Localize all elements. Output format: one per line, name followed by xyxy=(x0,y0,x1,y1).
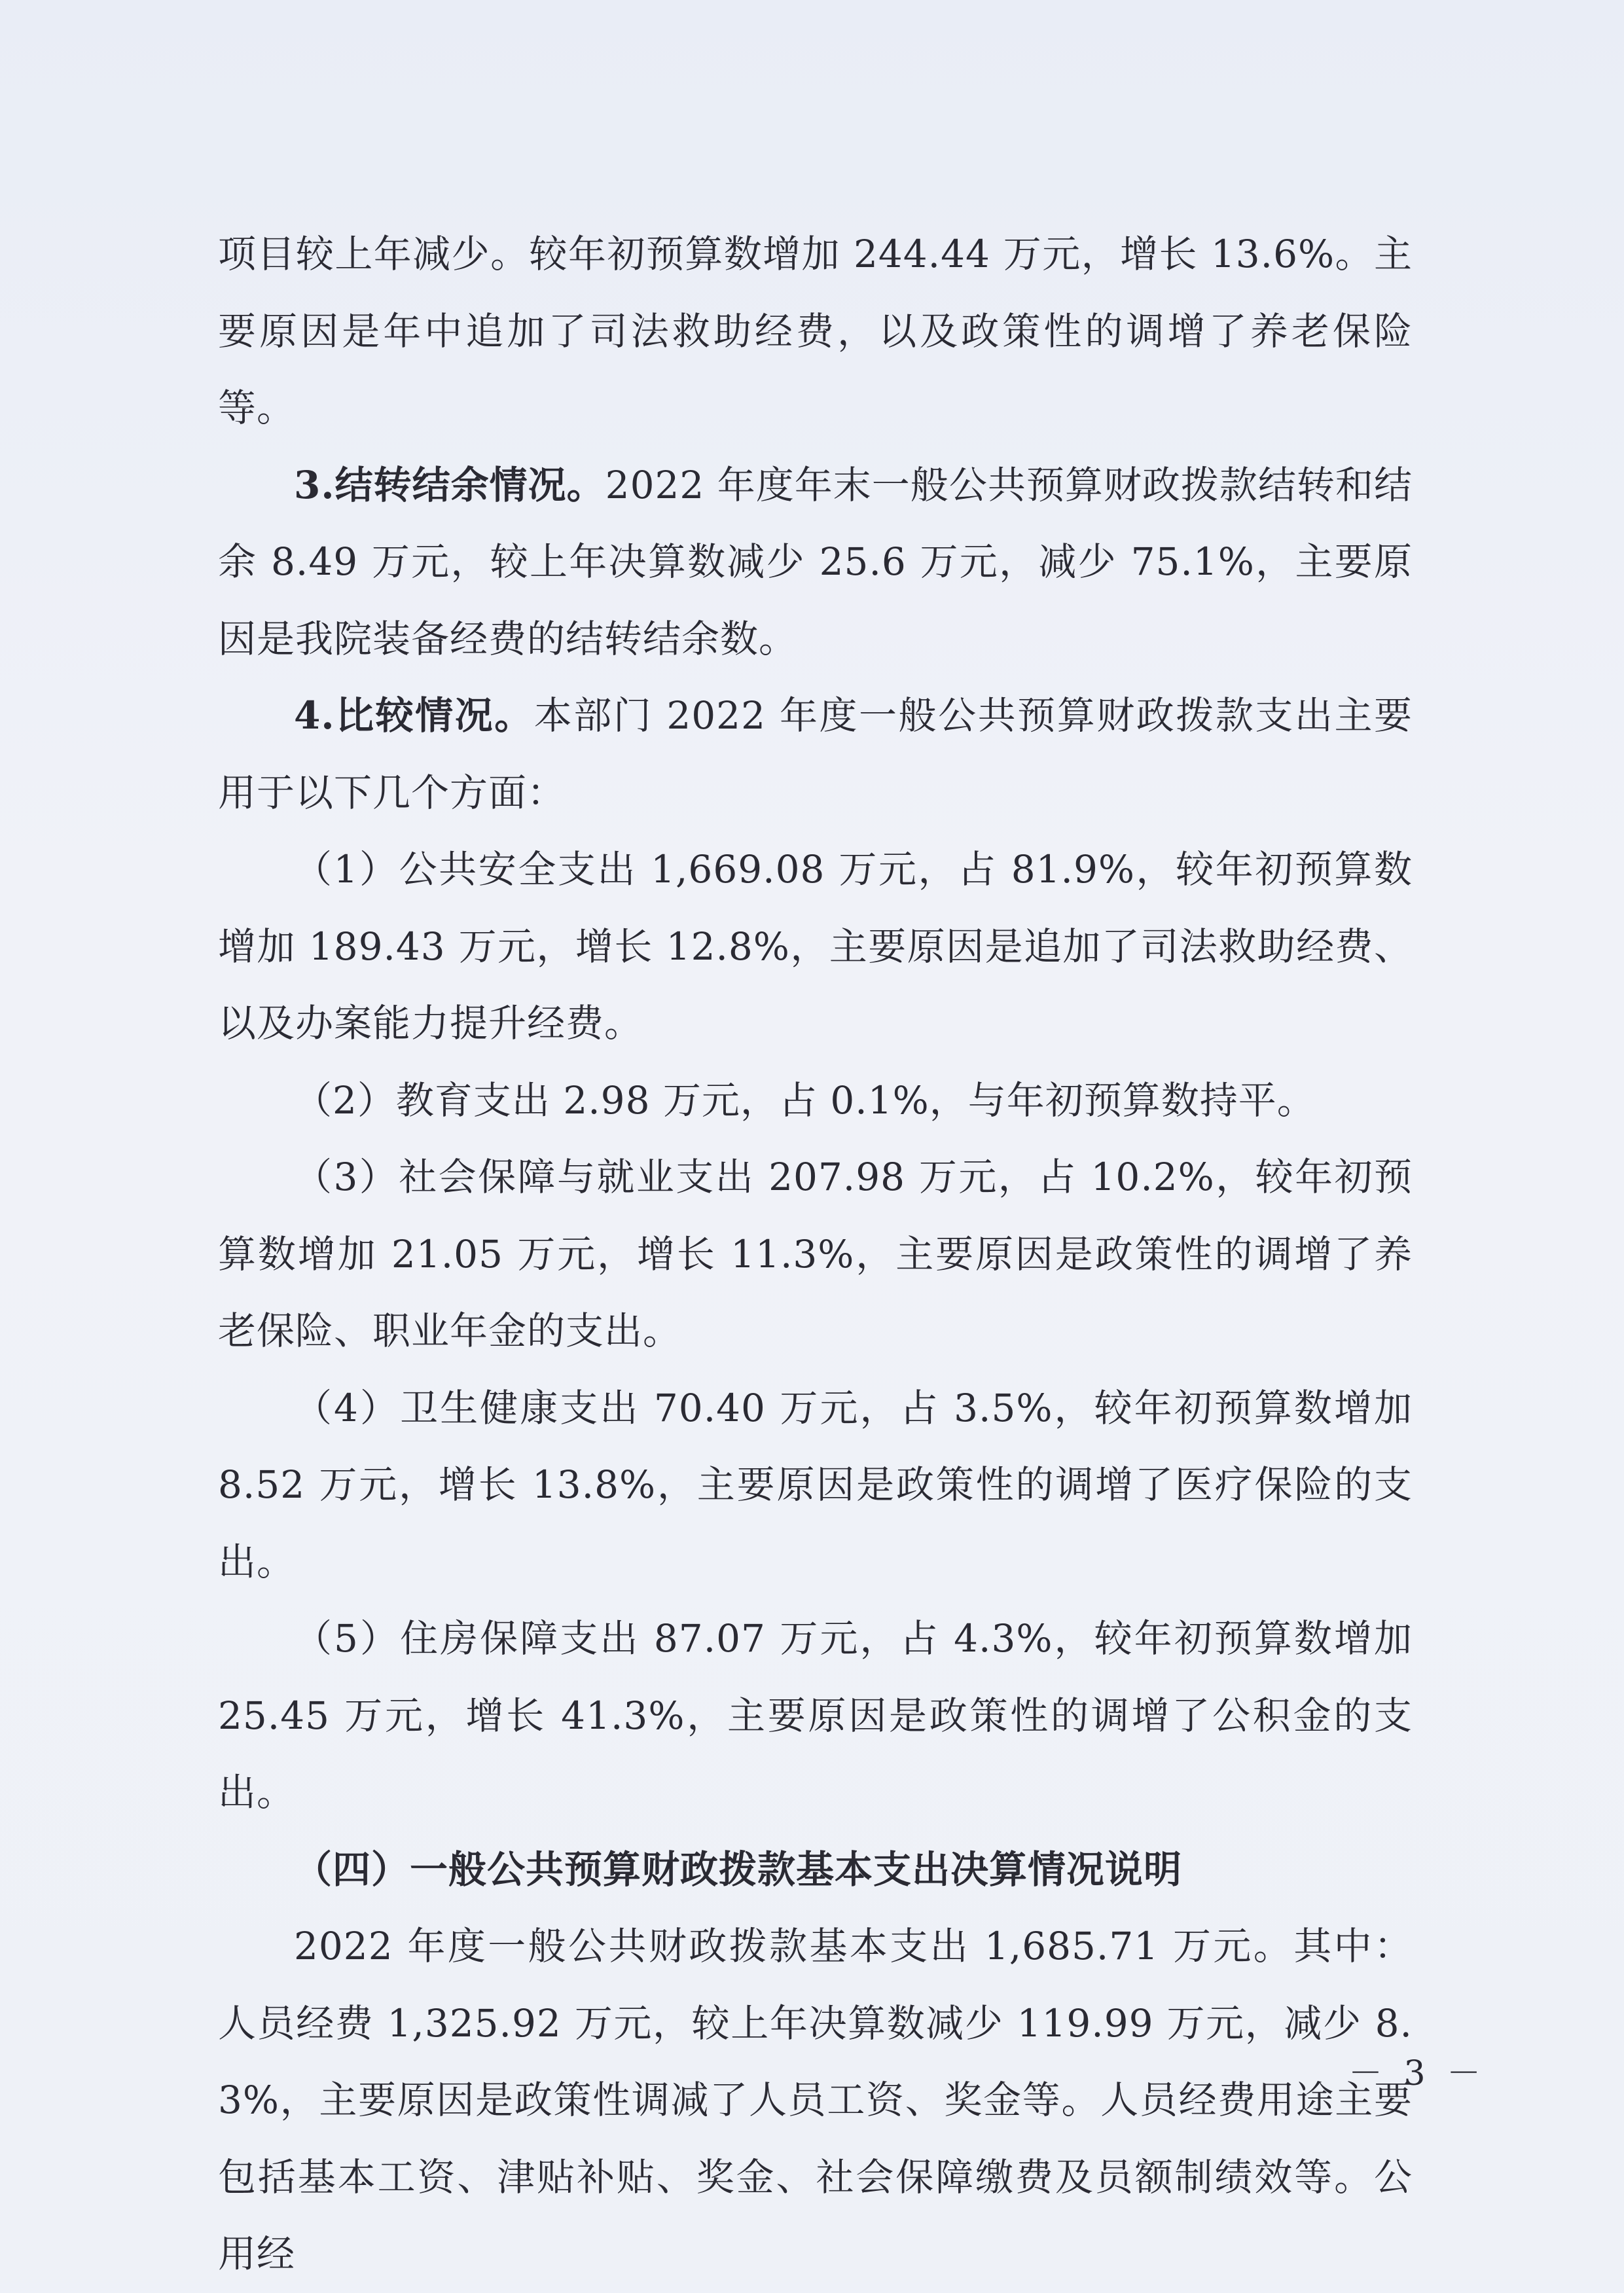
section-lead: 3.结转结余情况。 xyxy=(294,462,605,507)
paragraph-social-security xyxy=(218,1139,1413,1370)
paragraph-education xyxy=(218,1062,1413,1140)
paragraph-text: （4）卫生健康支出 70.40 万元，占 3.5%，较年初预算数增加 8.52 万元，增长 13.8%，主要原因是政策性的调增了医疗保险的支出。 xyxy=(218,1385,1413,1584)
paragraph-text: 项目较上年减少。较年初预算数增加 244.44 万元，增长 13.6%。主要原因是年中追加了司法救助经费，以及政策性的调增了养老保险等。 xyxy=(218,232,1413,430)
paragraph-comparison xyxy=(218,677,1413,831)
section-heading-text: （四）一般公共预算财政拨款基本支出决算情况说明 xyxy=(294,1847,1183,1892)
document-body xyxy=(218,216,1413,2293)
paragraph-text: 2022 年度一般公共财政拨款基本支出 1,685.71 万元。其中：人员经费 1,325.92 万元，较上年决算数减少 119.99 万元，减少 8.3%，主要原因是政策性调减了人员工资、奖金等。人员经费用途主要包括基本工资、津贴补贴、奖金、社会保障缴费及员额制绩效等。公用经 xyxy=(218,1924,1413,2276)
paragraph-text: （3）社会保障与就业支出 207.98 万元，占 10.2%，较年初预算数增加 21.05 万元，增长 11.3%，主要原因是政策性的调增了养老保险、职业年金的支出。 xyxy=(218,1155,1413,1353)
section-heading xyxy=(218,1832,1413,1909)
paragraph-1 xyxy=(218,216,1413,447)
paragraph-text: （5）住房保障支出 87.07 万元，占 4.3%，较年初预算数增加 25.45 万元，增长 41.3%，主要原因是政策性的调增了公积金的支出。 xyxy=(218,1616,1413,1815)
paragraph-basic-expenditure xyxy=(218,1908,1413,2293)
page-number: － 3 － xyxy=(1348,2054,1487,2093)
paragraph-text: 本部门 2022 年度一般公共预算财政拨款支出主要用于以下几个方面： xyxy=(218,693,1413,815)
paragraph-text: （2）教育支出 2.98 万元，占 0.1%，与年初预算数持平。 xyxy=(294,1077,1316,1123)
paragraph-text: （1）公共安全支出 1,669.08 万元，占 81.9%，较年初预算数增加 189.43 万元，增长 12.8%，主要原因是追加了司法救助经费、以及办案能力提升经费。 xyxy=(218,847,1413,1045)
paragraph-housing xyxy=(218,1600,1413,1832)
section-lead: 4.比较情况。 xyxy=(294,693,534,738)
paragraph-text: 2022 年度年末一般公共预算财政拨款结转和结余 8.49 万元，较上年决算数减少 25.6 万元，减少 75.1%，主要原因是我院装备经费的结转结余数。 xyxy=(218,462,1413,661)
paragraph-health xyxy=(218,1370,1413,1601)
paragraph-carryover xyxy=(218,447,1413,678)
paragraph-public-security xyxy=(218,831,1413,1062)
